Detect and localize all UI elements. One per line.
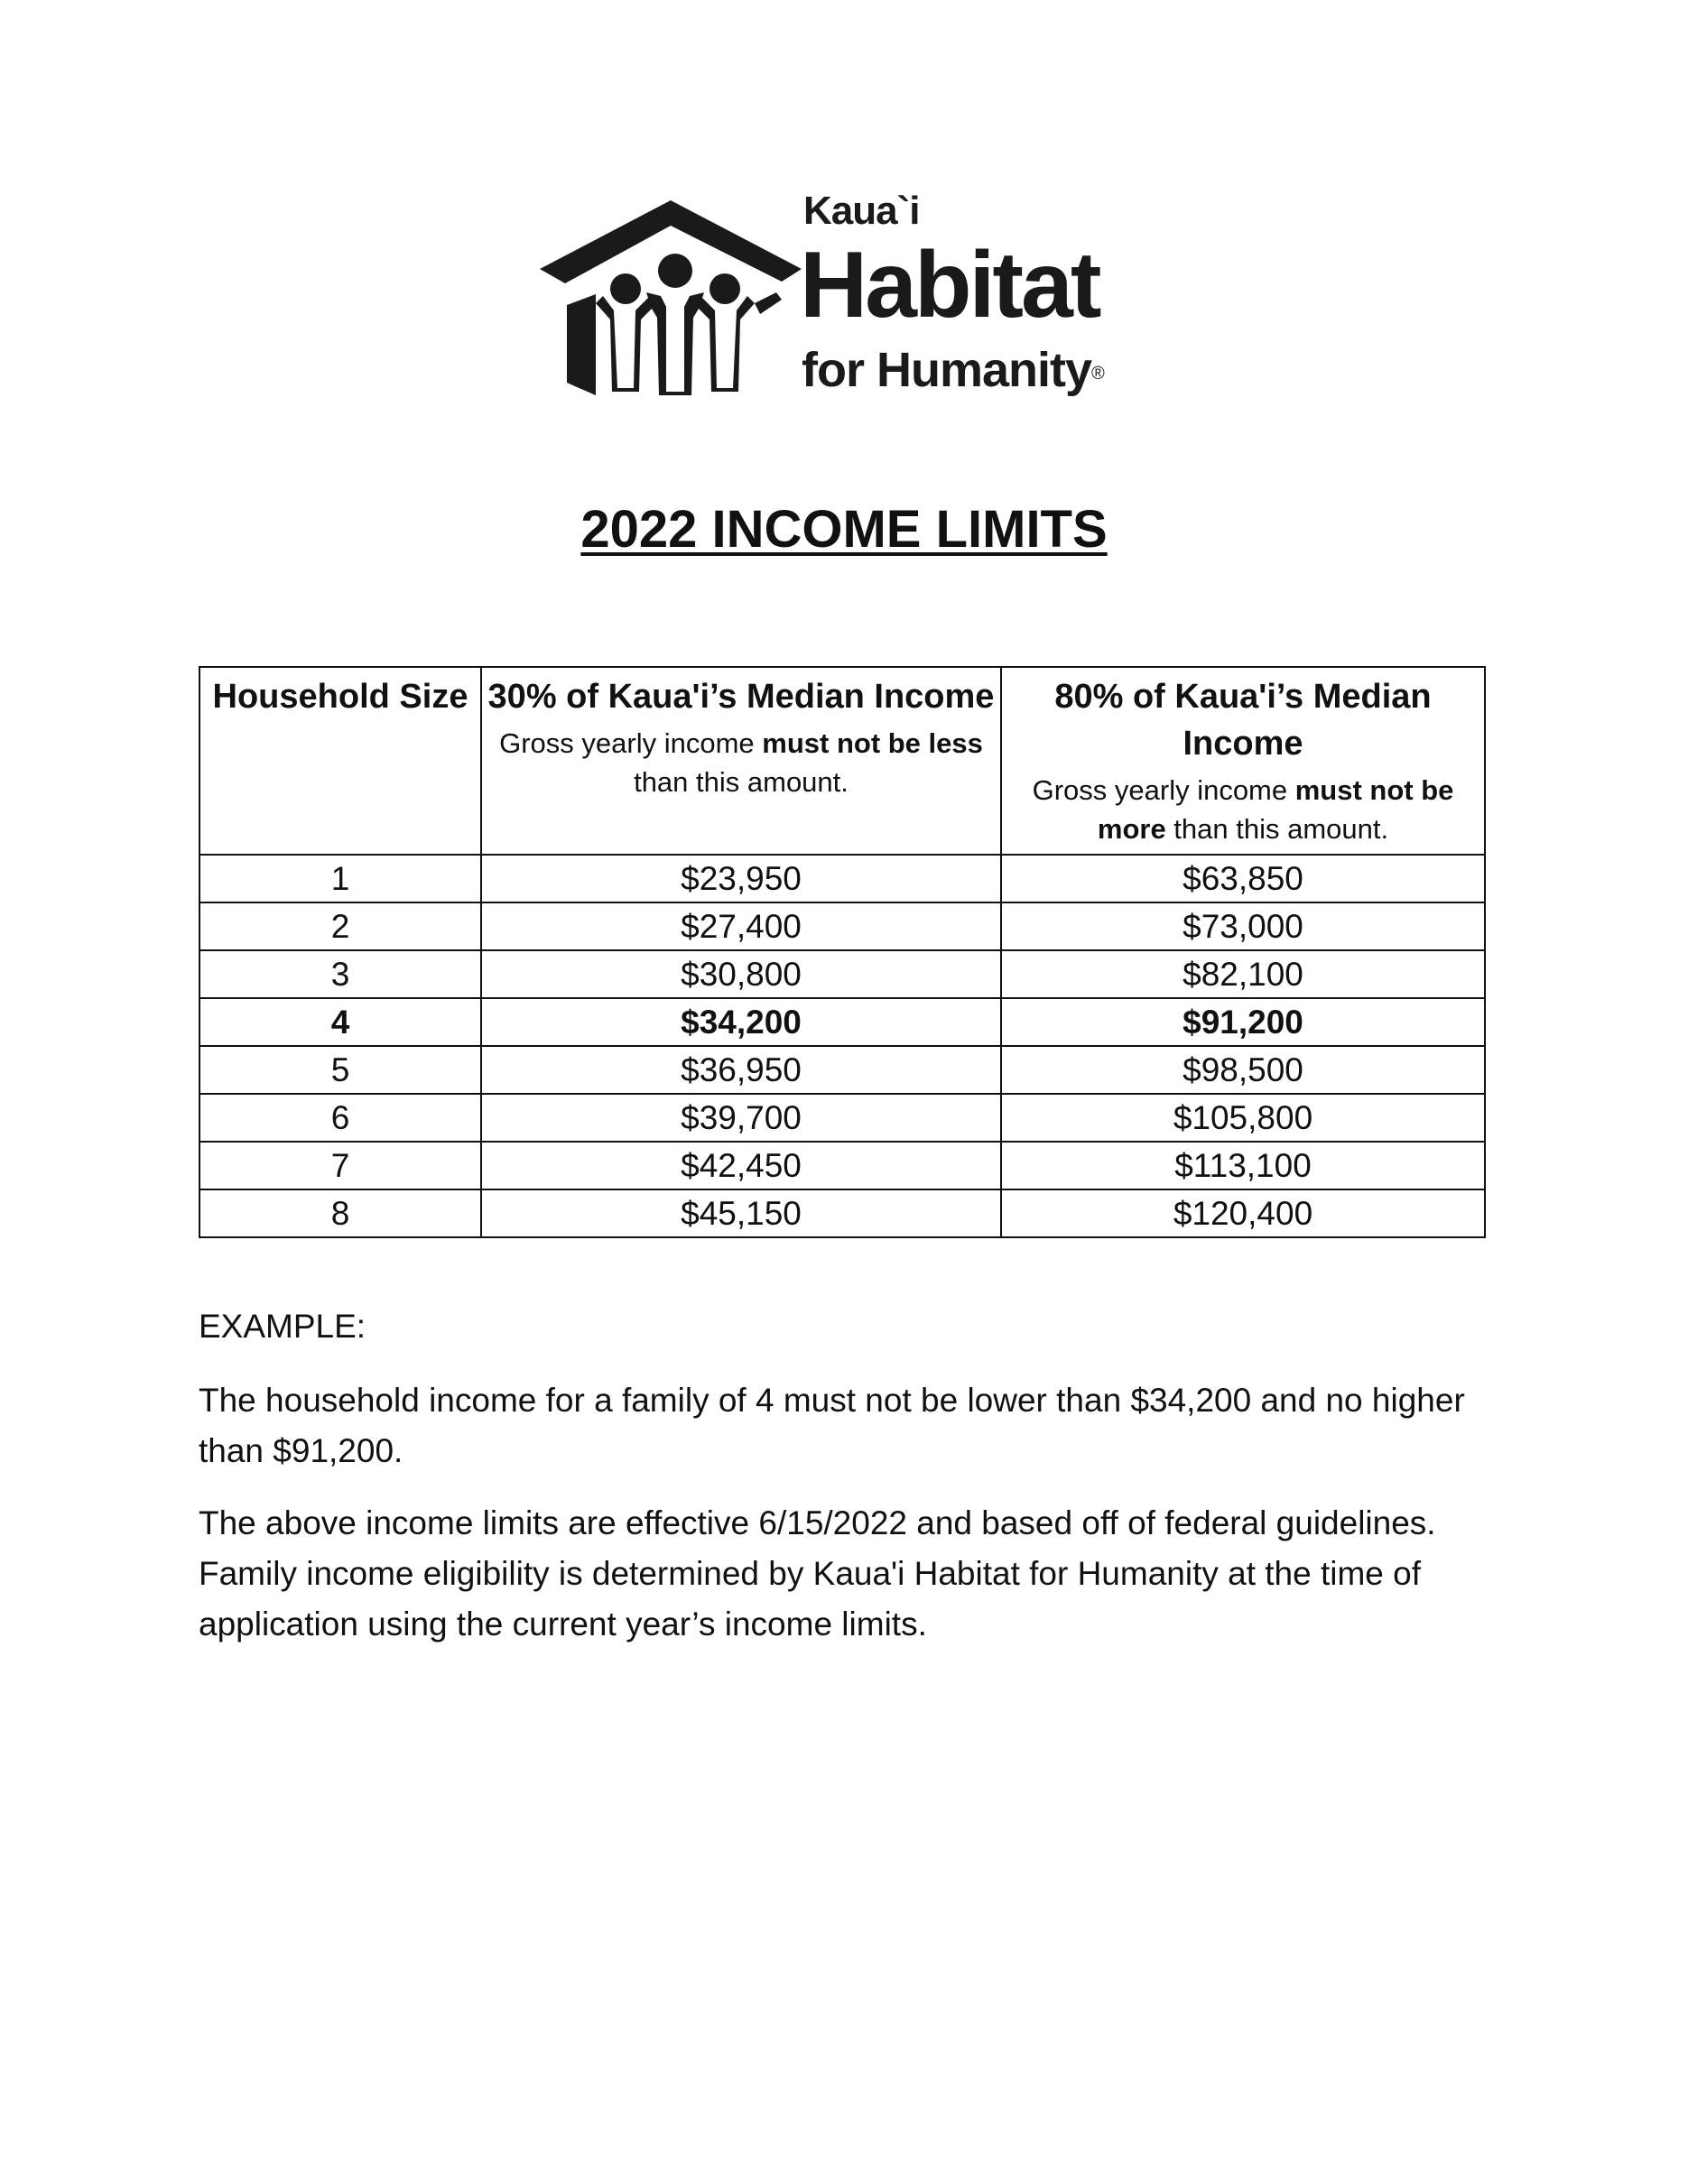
cell-household-size: 7: [199, 1142, 481, 1189]
income-limits-table: [199, 666, 1486, 1238]
logo-humanity-text: for Humanity: [802, 343, 1092, 397]
logo-kauai-text: Kaua`i: [803, 189, 920, 233]
logo-wordmark: [800, 189, 1155, 415]
cell-min-income: $39,700: [481, 1094, 1001, 1142]
header-30-note: Gross yearly income must not be less than this amount.: [499, 727, 983, 798]
table-row: [199, 1142, 1485, 1189]
registered-mark: ®: [1091, 364, 1104, 384]
cell-household-size: 1: [199, 855, 481, 902]
cell-household-size: 3: [199, 950, 481, 998]
cell-max-income: $98,500: [1001, 1046, 1485, 1094]
cell-max-income: $82,100: [1001, 950, 1485, 998]
table-row-highlighted: [199, 998, 1485, 1046]
example-label: EXAMPLE:: [199, 1308, 366, 1345]
habitat-logo: [540, 190, 1154, 415]
table-row: [199, 950, 1485, 998]
cell-household-size: 8: [199, 1189, 481, 1237]
table-row: [199, 1189, 1485, 1237]
cell-min-income: $23,950: [481, 855, 1001, 902]
cell-household-size: 5: [199, 1046, 481, 1094]
logo-humanity-line: [802, 343, 1104, 397]
table-header-row: [199, 667, 1485, 855]
cell-household-size: 4: [199, 998, 481, 1046]
cell-min-income: $42,450: [481, 1142, 1001, 1189]
table-row: [199, 1046, 1485, 1094]
example-paragraph: The household income for a family of 4 must not be lower than $34,200 and no higher than $91,200.: [199, 1382, 1465, 1469]
habitat-house-people-icon: [540, 199, 802, 402]
effective-date-paragraph: The above income limits are effective 6/15/2022 and based off of federal guidelines. Family income eligibility is determined by Kaua'i Habitat for Humanity at the time of application using the current year’s income limits.: [199, 1504, 1436, 1643]
cell-max-income: $91,200: [1001, 998, 1485, 1046]
cell-max-income: $113,100: [1001, 1142, 1485, 1189]
header-30-title: 30% of Kaua'i’s Median Income: [487, 678, 995, 716]
cell-max-income: $105,800: [1001, 1094, 1485, 1142]
header-80-title: 80% of Kaua'i’s Median Income: [1054, 678, 1432, 763]
cell-min-income: $27,400: [481, 902, 1001, 950]
cell-min-income: $45,150: [481, 1189, 1001, 1237]
cell-min-income: $34,200: [481, 998, 1001, 1046]
logo-habitat-text: Habitat: [800, 233, 1099, 338]
cell-max-income: $63,850: [1001, 855, 1485, 902]
table-row: [199, 1094, 1485, 1142]
header-household-size: Household Size: [199, 667, 481, 855]
cell-min-income: $36,950: [481, 1046, 1001, 1094]
header-80-note: Gross yearly income must not be more than this amount.: [1032, 774, 1454, 845]
table-row: [199, 902, 1485, 950]
cell-household-size: 2: [199, 902, 481, 950]
cell-max-income: $73,000: [1001, 902, 1485, 950]
table-row: [199, 855, 1485, 902]
cell-max-income: $120,400: [1001, 1189, 1485, 1237]
header-80-percent: [1001, 667, 1485, 855]
page-title: 2022 INCOME LIMITS: [580, 500, 1108, 559]
header-30-percent: [481, 667, 1001, 855]
cell-min-income: $30,800: [481, 950, 1001, 998]
cell-household-size: 6: [199, 1094, 481, 1142]
